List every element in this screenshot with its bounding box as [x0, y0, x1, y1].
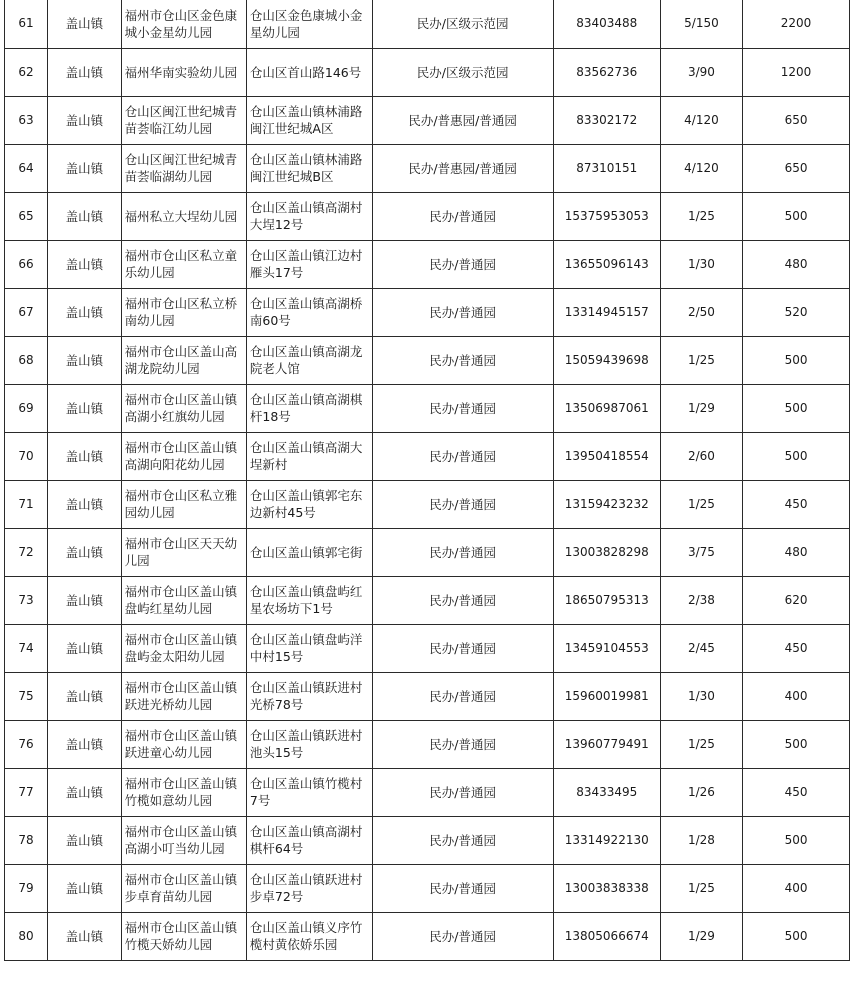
table-row — [5, 384, 850, 432]
fee-cell: 480 — [743, 528, 850, 576]
phone-cell: 87310151 — [553, 144, 660, 192]
fee-cell: 500 — [743, 816, 850, 864]
school-type-cell: 民办/普通园 — [372, 720, 553, 768]
phone-cell: 83562736 — [553, 48, 660, 96]
table-row — [5, 624, 850, 672]
table-row — [5, 96, 850, 144]
table-row — [5, 576, 850, 624]
town-cell: 盖山镇 — [48, 432, 122, 480]
address-cell: 仓山区盖山镇盘屿红星农场坊下1号 — [246, 576, 372, 624]
town-cell: 盖山镇 — [48, 672, 122, 720]
kindergarten-name-cell: 福州华南实验幼儿园 — [121, 48, 246, 96]
phone-cell: 15059439698 — [553, 336, 660, 384]
row-number-cell: 62 — [5, 48, 48, 96]
address-cell: 仓山区盖山镇竹榄村7号 — [246, 768, 372, 816]
town-cell: 盖山镇 — [48, 528, 122, 576]
phone-cell: 13314945157 — [553, 288, 660, 336]
row-number-cell: 73 — [5, 576, 48, 624]
town-cell: 盖山镇 — [48, 288, 122, 336]
phone-cell: 13003838338 — [553, 864, 660, 912]
town-cell: 盖山镇 — [48, 480, 122, 528]
town-cell: 盖山镇 — [48, 624, 122, 672]
row-number-cell: 67 — [5, 288, 48, 336]
row-number-cell: 75 — [5, 672, 48, 720]
school-type-cell: 民办/普通园 — [372, 384, 553, 432]
phone-cell: 13655096143 — [553, 240, 660, 288]
row-number-cell: 80 — [5, 912, 48, 960]
phone-cell: 13960779491 — [553, 720, 660, 768]
school-type-cell: 民办/普通园 — [372, 768, 553, 816]
table-row — [5, 240, 850, 288]
school-type-cell: 民办/普通园 — [372, 864, 553, 912]
school-type-cell: 民办/区级示范园 — [372, 48, 553, 96]
school-type-cell: 民办/普通园 — [372, 816, 553, 864]
phone-cell: 83302172 — [553, 96, 660, 144]
classes-capacity-cell: 5/150 — [660, 0, 742, 48]
row-number-cell: 65 — [5, 192, 48, 240]
kindergarten-table — [4, 0, 850, 961]
kindergarten-name-cell: 福州市仓山区盖山镇跃进童心幼儿园 — [121, 720, 246, 768]
classes-capacity-cell: 1/29 — [660, 912, 742, 960]
row-number-cell: 68 — [5, 336, 48, 384]
town-cell: 盖山镇 — [48, 912, 122, 960]
school-type-cell: 民办/普通园 — [372, 192, 553, 240]
kindergarten-name-cell: 福州市仓山区私立雅园幼儿园 — [121, 480, 246, 528]
kindergarten-name-cell: 福州市仓山区盖山镇跃进光桥幼儿园 — [121, 672, 246, 720]
kindergarten-name-cell: 福州市仓山区盖山镇竹榄天娇幼儿园 — [121, 912, 246, 960]
classes-capacity-cell: 1/25 — [660, 336, 742, 384]
address-cell: 仓山区盖山镇林浦路闽江世纪城B区 — [246, 144, 372, 192]
kindergarten-name-cell: 福州市仓山区盖山镇竹榄如意幼儿园 — [121, 768, 246, 816]
address-cell: 仓山区金色康城小金星幼儿园 — [246, 0, 372, 48]
phone-cell: 15960019981 — [553, 672, 660, 720]
kindergarten-name-cell: 仓山区闽江世纪城青苗荟临江幼儿园 — [121, 96, 246, 144]
classes-capacity-cell: 3/90 — [660, 48, 742, 96]
address-cell: 仓山区盖山镇跃进村光桥78号 — [246, 672, 372, 720]
classes-capacity-cell: 1/25 — [660, 480, 742, 528]
address-cell: 仓山区盖山镇郭宅街 — [246, 528, 372, 576]
address-cell: 仓山区盖山镇高湖龙院老人馆 — [246, 336, 372, 384]
table-row — [5, 192, 850, 240]
fee-cell: 650 — [743, 144, 850, 192]
phone-cell: 83433495 — [553, 768, 660, 816]
address-cell: 仓山区首山路146号 — [246, 48, 372, 96]
table-row — [5, 288, 850, 336]
fee-cell: 650 — [743, 96, 850, 144]
town-cell: 盖山镇 — [48, 48, 122, 96]
phone-cell: 15375953053 — [553, 192, 660, 240]
town-cell: 盖山镇 — [48, 96, 122, 144]
school-type-cell: 民办/普惠园/普通园 — [372, 96, 553, 144]
classes-capacity-cell: 3/75 — [660, 528, 742, 576]
phone-cell: 13314922130 — [553, 816, 660, 864]
phone-cell: 13950418554 — [553, 432, 660, 480]
kindergarten-name-cell: 福州市仓山区盖山镇高湖小叮当幼儿园 — [121, 816, 246, 864]
fee-cell: 500 — [743, 912, 850, 960]
row-number-cell: 61 — [5, 0, 48, 48]
school-type-cell: 民办/普惠园/普通园 — [372, 144, 553, 192]
fee-cell: 500 — [743, 192, 850, 240]
town-cell: 盖山镇 — [48, 864, 122, 912]
kindergarten-name-cell: 福州市仓山区私立童乐幼儿园 — [121, 240, 246, 288]
fee-cell: 400 — [743, 864, 850, 912]
address-cell: 仓山区盖山镇盘屿洋中村15号 — [246, 624, 372, 672]
table-row — [5, 48, 850, 96]
address-cell: 仓山区盖山镇跃进村池头15号 — [246, 720, 372, 768]
row-number-cell: 69 — [5, 384, 48, 432]
fee-cell: 620 — [743, 576, 850, 624]
phone-cell: 13506987061 — [553, 384, 660, 432]
phone-cell: 18650795313 — [553, 576, 660, 624]
town-cell: 盖山镇 — [48, 384, 122, 432]
row-number-cell: 70 — [5, 432, 48, 480]
school-type-cell: 民办/普通园 — [372, 576, 553, 624]
row-number-cell: 74 — [5, 624, 48, 672]
school-type-cell: 民办/普通园 — [372, 528, 553, 576]
fee-cell: 450 — [743, 480, 850, 528]
row-number-cell: 76 — [5, 720, 48, 768]
town-cell: 盖山镇 — [48, 576, 122, 624]
kindergarten-name-cell: 福州市仓山区金色康城小金星幼儿园 — [121, 0, 246, 48]
classes-capacity-cell: 2/50 — [660, 288, 742, 336]
town-cell: 盖山镇 — [48, 336, 122, 384]
classes-capacity-cell: 1/30 — [660, 672, 742, 720]
town-cell: 盖山镇 — [48, 0, 122, 48]
town-cell: 盖山镇 — [48, 240, 122, 288]
row-number-cell: 66 — [5, 240, 48, 288]
fee-cell: 1200 — [743, 48, 850, 96]
table-row — [5, 480, 850, 528]
table-row — [5, 528, 850, 576]
address-cell: 仓山区盖山镇高湖村大埕12号 — [246, 192, 372, 240]
kindergarten-name-cell: 福州市仓山区私立桥南幼儿园 — [121, 288, 246, 336]
address-cell: 仓山区盖山镇跃进村步卓72号 — [246, 864, 372, 912]
school-type-cell: 民办/普通园 — [372, 912, 553, 960]
row-number-cell: 71 — [5, 480, 48, 528]
fee-cell: 500 — [743, 336, 850, 384]
town-cell: 盖山镇 — [48, 192, 122, 240]
table-row — [5, 432, 850, 480]
fee-cell: 500 — [743, 384, 850, 432]
table-row — [5, 816, 850, 864]
fee-cell: 500 — [743, 432, 850, 480]
school-type-cell: 民办/区级示范园 — [372, 0, 553, 48]
fee-cell: 450 — [743, 768, 850, 816]
table-row — [5, 768, 850, 816]
school-type-cell: 民办/普通园 — [372, 624, 553, 672]
table-body — [5, 0, 850, 960]
school-type-cell: 民办/普通园 — [372, 432, 553, 480]
table-row — [5, 672, 850, 720]
fee-cell: 400 — [743, 672, 850, 720]
table-row — [5, 336, 850, 384]
address-cell: 仓山区盖山镇高湖棋杆18号 — [246, 384, 372, 432]
kindergarten-name-cell: 福州市仓山区盖山镇高湖小红旗幼儿园 — [121, 384, 246, 432]
phone-cell: 13805066674 — [553, 912, 660, 960]
classes-capacity-cell: 1/25 — [660, 720, 742, 768]
classes-capacity-cell: 1/26 — [660, 768, 742, 816]
address-cell: 仓山区盖山镇高湖大埕新村 — [246, 432, 372, 480]
fee-cell: 450 — [743, 624, 850, 672]
table-row — [5, 912, 850, 960]
town-cell: 盖山镇 — [48, 720, 122, 768]
kindergarten-name-cell: 仓山区闽江世纪城青苗荟临湖幼儿园 — [121, 144, 246, 192]
classes-capacity-cell: 1/30 — [660, 240, 742, 288]
row-number-cell: 78 — [5, 816, 48, 864]
kindergarten-name-cell: 福州私立大埕幼儿园 — [121, 192, 246, 240]
classes-capacity-cell: 1/25 — [660, 864, 742, 912]
address-cell: 仓山区盖山镇高湖桥南60号 — [246, 288, 372, 336]
row-number-cell: 77 — [5, 768, 48, 816]
address-cell: 仓山区盖山镇林浦路闽江世纪城A区 — [246, 96, 372, 144]
classes-capacity-cell: 2/38 — [660, 576, 742, 624]
row-number-cell: 72 — [5, 528, 48, 576]
classes-capacity-cell: 2/45 — [660, 624, 742, 672]
school-type-cell: 民办/普通园 — [372, 480, 553, 528]
table-row — [5, 720, 850, 768]
school-type-cell: 民办/普通园 — [372, 240, 553, 288]
classes-capacity-cell: 4/120 — [660, 96, 742, 144]
town-cell: 盖山镇 — [48, 768, 122, 816]
kindergarten-name-cell: 福州市仓山区天天幼儿园 — [121, 528, 246, 576]
row-number-cell: 79 — [5, 864, 48, 912]
phone-cell: 13003828298 — [553, 528, 660, 576]
town-cell: 盖山镇 — [48, 816, 122, 864]
classes-capacity-cell: 4/120 — [660, 144, 742, 192]
school-type-cell: 民办/普通园 — [372, 336, 553, 384]
classes-capacity-cell: 1/29 — [660, 384, 742, 432]
table-row — [5, 864, 850, 912]
kindergarten-name-cell: 福州市仓山区盖山镇盘屿红星幼儿园 — [121, 576, 246, 624]
table-row — [5, 144, 850, 192]
phone-cell: 13159423232 — [553, 480, 660, 528]
fee-cell: 500 — [743, 720, 850, 768]
kindergarten-name-cell: 福州市仓山区盖山镇步卓育苗幼儿园 — [121, 864, 246, 912]
address-cell: 仓山区盖山镇高湖村棋杆64号 — [246, 816, 372, 864]
row-number-cell: 63 — [5, 96, 48, 144]
fee-cell: 2200 — [743, 0, 850, 48]
classes-capacity-cell: 1/28 — [660, 816, 742, 864]
table-row — [5, 0, 850, 48]
kindergarten-name-cell: 福州市仓山区盖山镇盘屿金太阳幼儿园 — [121, 624, 246, 672]
kindergarten-name-cell: 福州市仓山区盖山高湖龙院幼儿园 — [121, 336, 246, 384]
phone-cell: 13459104553 — [553, 624, 660, 672]
kindergarten-name-cell: 福州市仓山区盖山镇高湖向阳花幼儿园 — [121, 432, 246, 480]
address-cell: 仓山区盖山镇江边村雁头17号 — [246, 240, 372, 288]
school-type-cell: 民办/普通园 — [372, 288, 553, 336]
fee-cell: 480 — [743, 240, 850, 288]
address-cell: 仓山区盖山镇义序竹榄村黄依娇乐园 — [246, 912, 372, 960]
row-number-cell: 64 — [5, 144, 48, 192]
phone-cell: 83403488 — [553, 0, 660, 48]
address-cell: 仓山区盖山镇郭宅东边新村45号 — [246, 480, 372, 528]
town-cell: 盖山镇 — [48, 144, 122, 192]
fee-cell: 520 — [743, 288, 850, 336]
classes-capacity-cell: 2/60 — [660, 432, 742, 480]
classes-capacity-cell: 1/25 — [660, 192, 742, 240]
school-type-cell: 民办/普通园 — [372, 672, 553, 720]
